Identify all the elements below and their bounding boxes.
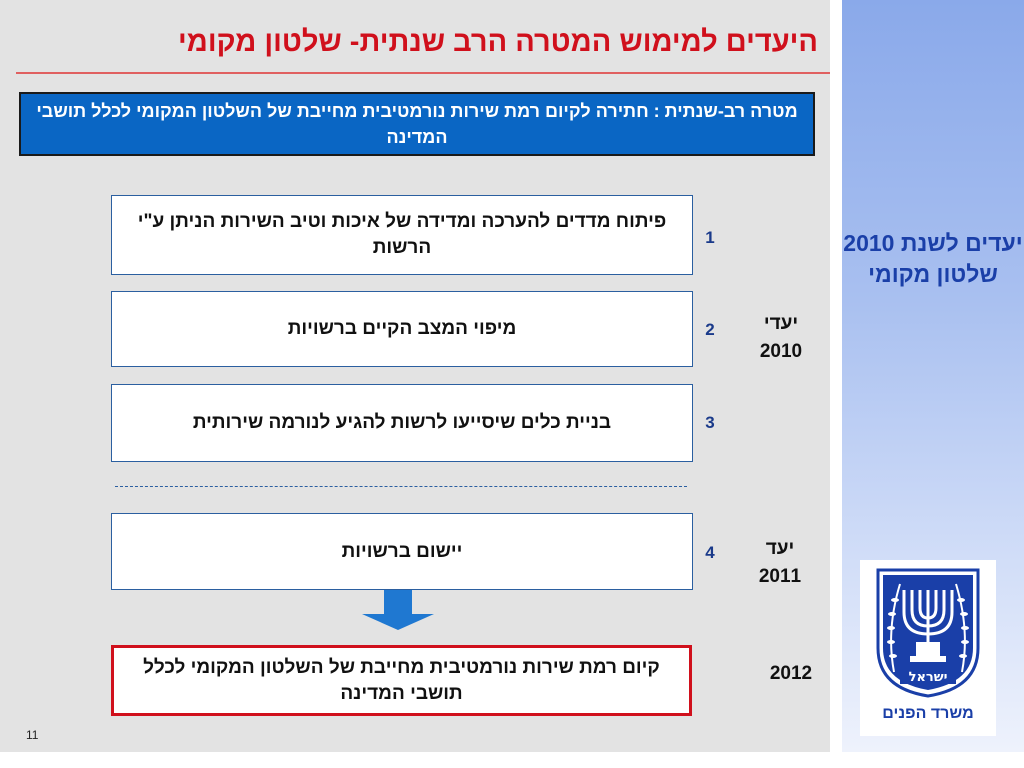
sidebar-title: יעדים לשנת 2010 שלטון מקומי — [843, 230, 1023, 287]
goal-item-number-3: 3 — [705, 413, 715, 432]
final-target-box: קיום רמת שירות נורמטיבית מחייבת של השלטון המקומי לכלל תושבי המדינה — [111, 645, 692, 716]
year-label-2012: 2012 — [769, 663, 813, 684]
ministry-logo-card — [860, 560, 996, 736]
year-label-goal-2011: יעד 2011 — [758, 538, 802, 587]
goal-item-box-2: מיפוי המצב הקיים ברשויות — [111, 291, 693, 367]
down-arrow-icon — [362, 590, 434, 630]
goal-item-box-1: פיתוח מדדים להערכה ומדידה של איכות וטיב השירות הניתן ע"י הרשות — [111, 195, 693, 275]
ministry-name: משרד הפנים — [882, 705, 974, 722]
year-label-goals-2010: יעדי 2010 — [759, 313, 803, 362]
emblem-inscription: ישראל — [908, 670, 948, 685]
dashed-divider — [115, 486, 687, 487]
goal-item-box-4: יישום ברשויות — [111, 513, 693, 590]
goal-item-box-3: בניית כלים שיסייעו לרשות להגיע לנורמה שירותית — [111, 384, 693, 462]
multi-year-goal-banner: מטרה רב-שנתית : חתירה לקיום רמת שירות נורמטיבית מחייבת של השלטון המקומי לכלל תושבי המדינה — [19, 92, 815, 156]
slide-title: היעדים למימוש המטרה הרב שנתית- שלטון מקומי — [178, 26, 818, 58]
goal-item-number-2: 2 — [705, 320, 715, 339]
goal-item-number-1: 1 — [705, 228, 715, 247]
goal-item-number-4: 4 — [705, 543, 715, 562]
title-underline — [16, 72, 830, 74]
page-number: 11 — [26, 728, 39, 742]
state-emblem-icon — [860, 560, 996, 700]
